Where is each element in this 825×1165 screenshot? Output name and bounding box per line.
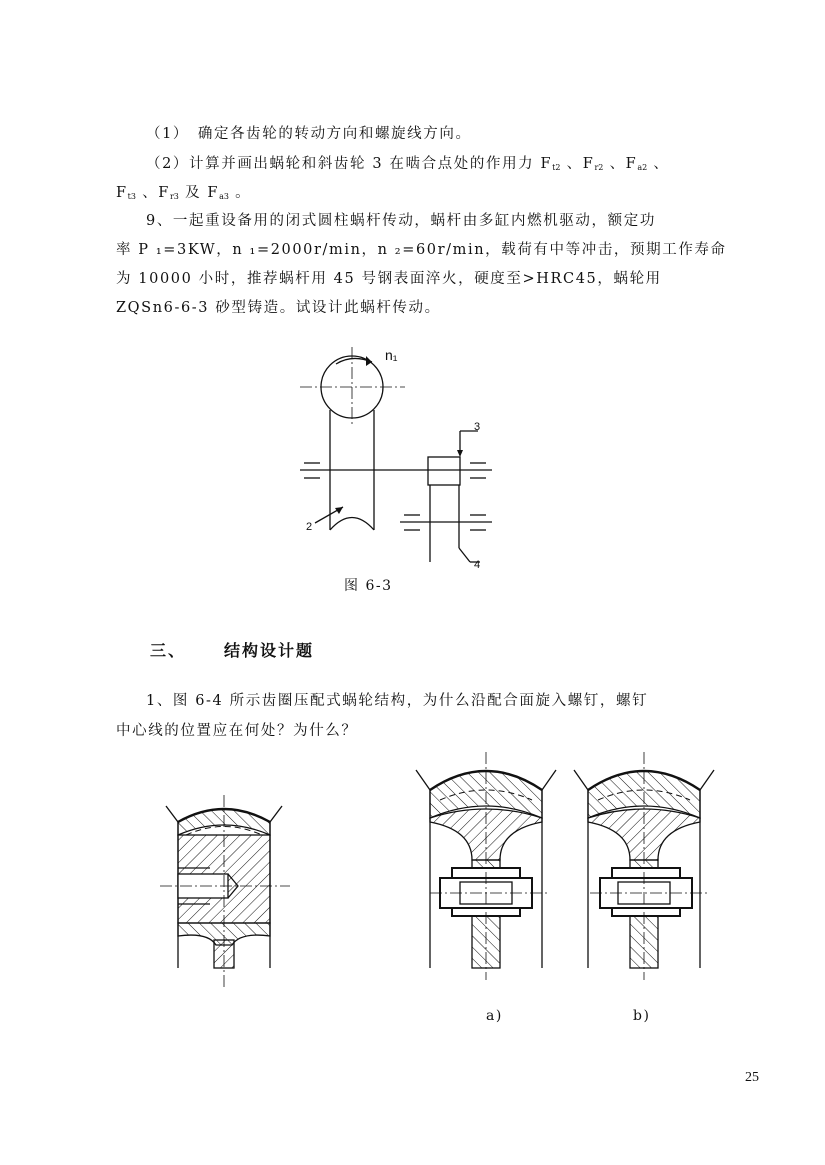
question-1-line2: 中心线的位置应在何处？为什么？ <box>116 723 358 739</box>
section-title: 结构设计题 <box>224 641 315 660</box>
label-a: a) <box>486 1008 503 1024</box>
force-fr3: F <box>158 185 170 201</box>
force-ft3: F <box>116 185 128 201</box>
drawing-main <box>160 795 290 990</box>
problem-9-line2: 率 P ₁=3KW，n ₁=2000r/min，n ₂=60r/min，载荷有中等冲击，预期工作寿命 <box>116 242 727 258</box>
label-4: 4 <box>474 559 481 571</box>
drawing-a <box>416 752 556 980</box>
question-1-line1: 1、图 6-4 所示齿圈压配式蜗轮结构，为什么沿配合面旋入螺钉，螺钉 <box>146 693 649 709</box>
item-1-text: （1） 确定各齿轮的转动方向和螺旋线方向。 <box>146 126 472 142</box>
force-fa2: F <box>625 156 638 172</box>
page-number: 25 <box>745 1070 759 1085</box>
item-2-end: 。 <box>228 185 252 201</box>
problem-9-line3: 为 10000 小时，推荐蜗杆用 45 号钢表面淬火，硬度至>HRC45，蜗轮用 <box>116 271 662 287</box>
figure-6-3-caption: 图 6-3 <box>344 578 393 594</box>
force-fr2: F <box>582 156 595 172</box>
label-n1: n₁ <box>385 347 398 363</box>
item-2-pre: （2）计算并画出蜗轮和斜齿轮 3 在啮合点处的作用力 F <box>146 156 553 172</box>
section-number: 三、 <box>150 641 187 660</box>
force-sub-r2: r2 <box>594 163 604 172</box>
label-b: b) <box>633 1008 651 1024</box>
force-sub-t2: t2 <box>552 163 561 172</box>
problem-9-line4: ZQSn6-6-3 砂型铸造。试设计此蜗杆传动。 <box>116 300 441 316</box>
force-sub-r3: r3 <box>169 192 179 201</box>
force-sub-a2: a2 <box>637 163 648 172</box>
force-sub-t3: t3 <box>127 192 136 201</box>
item-2-line2: $F_{t3}$ 、$F_{r3}$ 及 $F_{a3}$ 。 <box>116 185 252 201</box>
item-2-text: （2）计算并画出蜗轮和斜齿轮 3 在啮合点处的作用力 $F_{t2}$ 、$F_{r2}$ 、$F_{a2}$ 、 <box>146 156 670 172</box>
force-fa3: F <box>207 185 220 201</box>
label-3: 3 <box>474 421 481 433</box>
force-sub-a3: a3 <box>219 192 229 201</box>
problem-9-line1: 9、一起重设备用的闭式圆柱蜗杆传动，蜗杆由多缸内燃机驱动，额定功 <box>146 213 656 229</box>
label-2: 2 <box>306 521 313 533</box>
drawing-b <box>574 752 714 980</box>
